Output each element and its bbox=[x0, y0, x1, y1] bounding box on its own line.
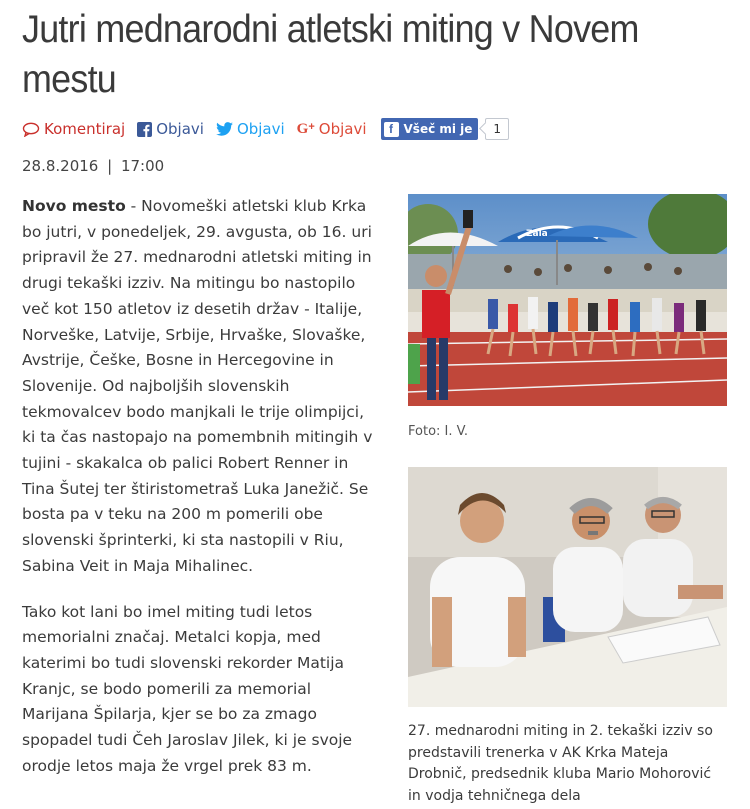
article-meta bbox=[22, 157, 164, 175]
figure-2 bbox=[408, 467, 727, 807]
facebook-like-label: Všeč mi je bbox=[403, 122, 473, 136]
article bbox=[22, 0, 732, 804]
paragraph-1 bbox=[22, 194, 382, 580]
facebook-like-icon: f bbox=[384, 122, 399, 137]
photo-2-caption: 27. mednarodni miting in 2. tekaški izziv so predstavili trenerka v AK Krka Mateja Drobnič, predsednik kluba Mario Mohorović in vodja tehničnega dela bbox=[408, 723, 713, 804]
paragraph-2: Tako kot lani bo imel miting tudi letos memorialni značaj. Metalci kopja, med katerimi bo tudi slovenski rekorder Matija Kranjc, se bodo pomerili za memorial Marijana Špilarja, kjer se bo za zmago spopadel tudi Čeh Jaroslav Jilek, ki je svoje orodje letos maja že vrgel prek 83 m. bbox=[22, 602, 353, 775]
facebook-share-label: Objavi bbox=[156, 120, 204, 138]
location-dateline: Novo mesto bbox=[22, 197, 126, 215]
comment-button[interactable] bbox=[22, 120, 125, 138]
article-body bbox=[22, 194, 382, 799]
google-plus-share-label: Objavi bbox=[318, 120, 367, 138]
photo-1-caption: Foto: I. V. bbox=[408, 424, 468, 439]
article-time: 17:00 bbox=[120, 157, 165, 175]
facebook-share-button[interactable] bbox=[137, 120, 204, 138]
photo-brand-text: Zala bbox=[526, 229, 548, 239]
figure-1 bbox=[408, 194, 727, 439]
comment-label: Komentiraj bbox=[44, 120, 126, 138]
google-plus-share-button[interactable] bbox=[297, 120, 367, 138]
comment-icon bbox=[22, 122, 40, 137]
facebook-like-button[interactable] bbox=[381, 118, 479, 140]
article-date: 28.8.2016 bbox=[22, 157, 99, 175]
facebook-like-count: 1 bbox=[485, 118, 509, 140]
twitter-share-button[interactable] bbox=[216, 120, 285, 138]
meta-separator: | bbox=[107, 157, 113, 175]
article-title: Jutri mednarodni atletski miting v Novem mestu bbox=[22, 8, 639, 101]
photo-athletes-start[interactable] bbox=[408, 194, 727, 406]
facebook-icon bbox=[137, 122, 152, 137]
twitter-icon bbox=[216, 122, 233, 136]
photo-press-conference[interactable] bbox=[408, 467, 727, 707]
google-plus-icon: G + bbox=[296, 120, 315, 137]
twitter-share-label: Objavi bbox=[236, 120, 285, 138]
paragraph-1-text: - Novomeški atletski klub Krka bo jutri, v ponedeljek, 29. avgusta, ob 16. uri pripravil že 27. mednarodni atletski miting in drugi tekaški izziv. Na mitingu bo nastopilo več kot 150 atletov iz desetih držav - Italije, Norveške, Latvije, Srbije, Hrvaške, Slovaške, Avstrije, Češke, Bosne in Hercegovine in Slovenije. Od najboljših slovenskih tekmovalcev bodo manjkali le trije olimpijci, ki ta čas nastopajo na pomembnih mitingih v tujini - skakalca ob palici Robert Renner in Tina Šutej ter štiristometraš Luka Janežič. Se bosta pa v teku na 200 m pomerili obe slovenski šprinterki, ki sta nastopili v Riu, Sabina Veit in Maja Mihalinec. bbox=[22, 197, 373, 575]
share-bar bbox=[22, 118, 509, 140]
